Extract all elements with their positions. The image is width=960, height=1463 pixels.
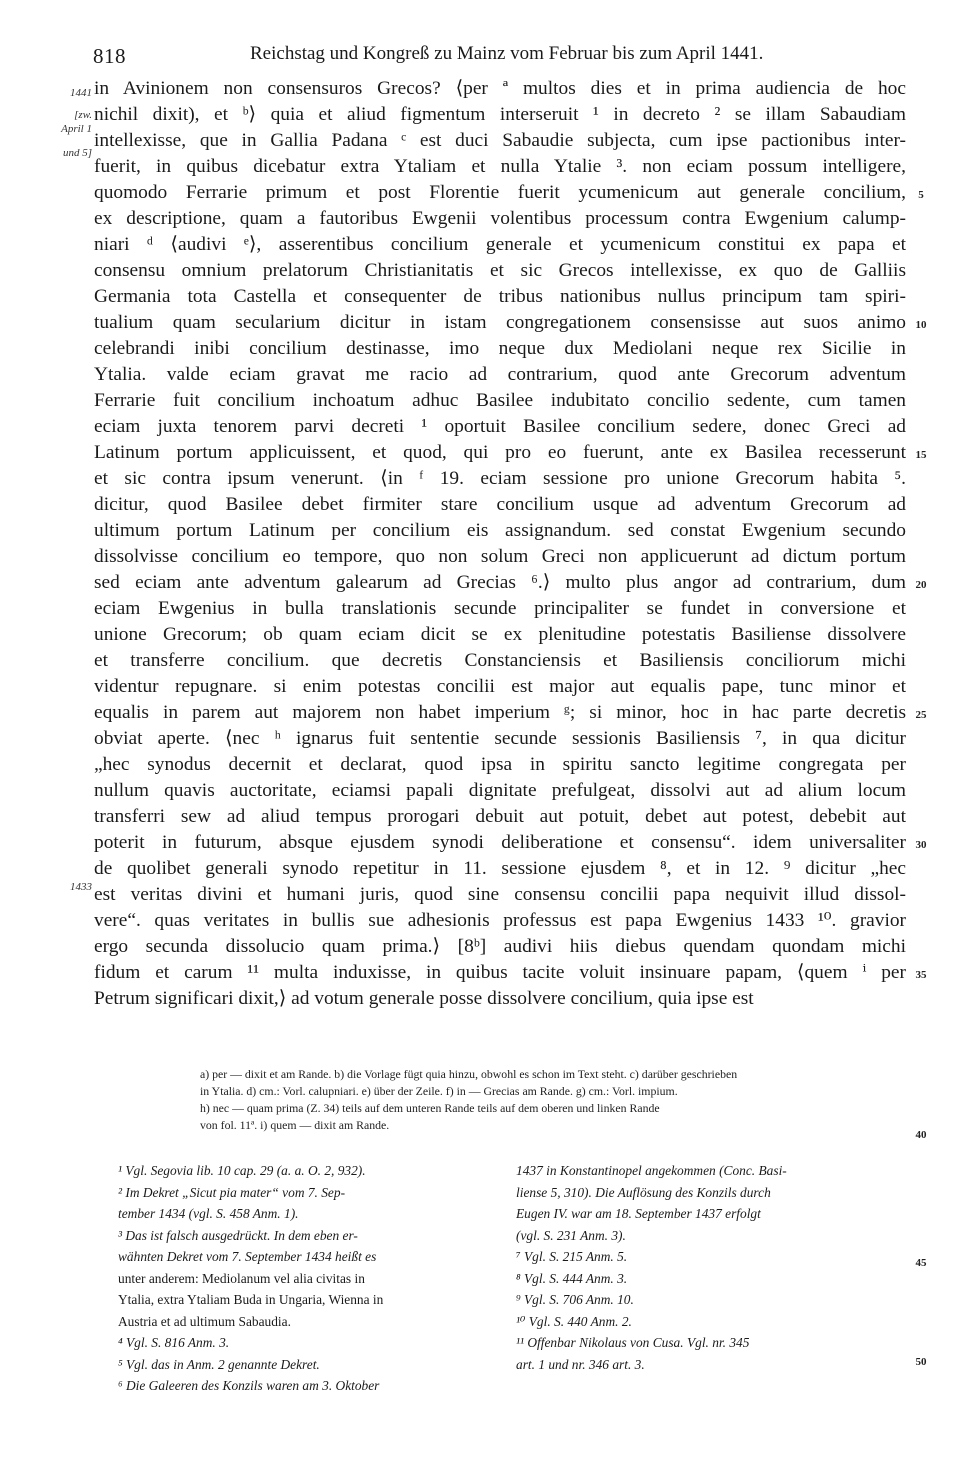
text-line: unione Grecorum; ob quam eciam dicit se ex plenitudine potestatis Basiliense dissolvere	[94, 624, 906, 645]
text-line: et sic contra ipsum venerunt. ⟨in ᶠ 19. eciam sessione pro unione Grecorum habita ⁵.	[94, 468, 906, 489]
footnote-line: Ytalia, extra Ytaliam Buda in Ungaria, Wienna in	[118, 1292, 384, 1307]
footnote-line: art. 1 und nr. 346 art. 3.	[516, 1356, 645, 1372]
footnote-line: ⁹ Vgl. S. 706 Anm. 10.	[516, 1292, 634, 1307]
footnote-line: ⁷ Vgl. S. 215 Anm. 5.	[516, 1249, 628, 1264]
running-title: Reichstag und Kongreß zu Mainz vom Februar bis zum April 1441.	[250, 43, 764, 64]
apparatus-line: a) per — dixit et am Rande. b) die Vorlage fügt quia hinzu, obwohl es schon im Text steht. c) darüber geschrieben	[200, 1067, 738, 1081]
footnote-line: ³ Das ist falsch ausgedrückt. In dem eben er-	[118, 1227, 358, 1243]
text-line: celebrandi inibi concilium destinasse, imo neque dux Mediolani neque rex Sicilie in	[94, 338, 906, 359]
footnote-line: 1437 in Konstantinopel angekommen (Conc. Basi-	[516, 1163, 787, 1178]
text-line: et transferre concilium. que decretis Constanciensis et Basiliensis conciliorum michi	[94, 650, 906, 671]
text-line: intellexisse, que in Gallia Padana ᶜ est duci Sabaudie subjecta, cum ipse pactionibus inter-	[94, 130, 906, 151]
margin-date-note: und 5]	[62, 147, 92, 159]
main-text	[94, 76, 906, 1012]
text-line: dissolvisse concilium eo tempore, quo non solum Greci non applicuerunt ad dictum portum	[94, 546, 906, 567]
footnote-line: Austria et ad ultimum Sabaudia.	[118, 1313, 291, 1329]
text-line: fuerit, in quibus dicebatur extra Ytaliam et nulla Ytalie ³. non eciam possum intelligere,	[94, 156, 906, 177]
text-line: quomodo Ferrarie primum et post Florentie fuerit ycumenicum aut generale concilium,	[94, 182, 906, 203]
text-line: est veritas divini et humani juris, quod sine consensu concilii papa nequivit illud dissol-	[94, 884, 906, 905]
footnote-line: Eugen IV. war am 18. September 1437 erfolgt	[516, 1206, 761, 1221]
text-line: equalis in parem aut majorem non habet imperium ᵍ; si minor, hoc in hac parte decretis	[94, 702, 906, 723]
text-line: Latinum portum applicuissent, et quod, qui pro eo fuerunt, ante ex Basilea recesserunt	[94, 442, 906, 463]
apparatus-line: von fol. 11ª. i) quem — dixit am Rande.	[200, 1118, 390, 1132]
footnote-line: ⁴ Vgl. S. 816 Anm. 3.	[118, 1335, 230, 1350]
text-line: dicitur, quod Basilee debet firmiter stare concilium usque ad adventum Grecorum ad	[94, 494, 906, 515]
text-line: ex descriptione, quam a fautoribus Ewgenii volentibus processum contra Ewgenium calump-	[94, 208, 906, 229]
line-number: 50	[915, 1356, 927, 1368]
margin-date-note: April 1	[61, 123, 92, 135]
page-number: 818	[93, 44, 126, 68]
footnote-line: liense 5, 310). Die Auflösung des Konzils durch	[516, 1184, 771, 1200]
text-line: de quolibet generali synodo repetitur in 11. sessione ejusdem ⁸, et in 12. ⁹ dicitur „hec	[94, 858, 906, 879]
text-line: niari ᵈ ⟨audivi ᵉ⟩, asserentibus concilium generale et ycumenicum constitui ex papa et	[94, 234, 906, 255]
critical-apparatus	[200, 1066, 912, 1134]
text-line: Ytalia. valde eciam gravat me racio ad contrarium, quod ante Grecorum adventum	[94, 364, 906, 385]
footnote-line: ⁸ Vgl. S. 444 Anm. 3.	[516, 1270, 628, 1286]
footnote-line: ¹⁰ Vgl. S. 440 Anm. 2.	[516, 1313, 632, 1329]
line-number: 5	[918, 189, 924, 201]
line-number: 20	[915, 579, 927, 591]
line-number: 15	[915, 449, 927, 461]
footnote-line: ¹¹ Offenbar Nikolaus von Cusa. Vgl. nr. 345	[516, 1335, 750, 1350]
line-number: 10	[915, 319, 927, 331]
text-line: vere“. quas veritates in bullis sue adhesionis professus est papa Ewgenius 1433 ¹⁰. gravior	[94, 910, 906, 931]
line-number: 35	[915, 969, 927, 981]
footnote-line: tember 1434 (vgl. S. 458 Anm. 1).	[118, 1206, 299, 1221]
text-line: nichil dixit), et ᵇ⟩ quia et aliud figmentum interseruit ¹ in decreto ² se illam Sabaudiam	[94, 104, 906, 125]
text-line: ergo secunda dissolucio quam prima.⟩ [8ᵇ] audivi hiis diebus quendam quondam michi	[94, 936, 906, 957]
footnote-line: (vgl. S. 231 Anm. 3).	[516, 1227, 626, 1243]
text-line: transferri sew ad aliud tempus prorogari debuit aut potuit, debet aut potest, debebit aut	[94, 806, 906, 827]
text-line: videntur repugnare. si enim potestas concilii est major aut equalis pape, tunc minor et	[94, 676, 906, 697]
line-number: 45	[915, 1257, 927, 1269]
line-number: 40	[915, 1129, 927, 1141]
text-line: ultimum portum Latinum per concilium eis assignandum. sed constat Ewgenium secundo	[94, 520, 906, 541]
text-line: tualium quam secularium dicitur in istam congregationem consensisse aut suos animo	[94, 312, 906, 333]
footnotes-right-column	[516, 1160, 910, 1375]
text-line: Germania tota Castella et consequenter de tribus nationibus nullus principum tam spiri-	[94, 286, 906, 307]
text-line: eciam juxta tenorem parvi decreti ¹ oportuit Basilee concilium sedere, donec Greci ad	[94, 416, 906, 437]
text-line: eciam Ewgenius in bulla translationis secunde principaliter se fundet in conversione et	[94, 598, 906, 619]
footnote-line: unter anderem: Mediolanum vel alia civitas in	[118, 1270, 365, 1286]
margin-date-note: 1433	[70, 881, 92, 893]
text-line: fidum et carum ¹¹ multa induxisse, in quibus tacite voluit insinuare papam, ⟨quem ⁱ per	[94, 962, 906, 983]
apparatus-line: h) nec — quam prima (Z. 34) teils auf dem unteren Rande teils auf dem oberen und linken Rande	[200, 1101, 660, 1115]
footnote-line: ² Im Dekret „Sicut pia mater“ vom 7. Sep-	[118, 1184, 346, 1200]
text-line: Petrum significari dixit,⟩ ad votum generale posse dissolvere concilium, quia ipse est	[94, 988, 754, 1009]
footnote-line: wähnten Dekret vom 7. September 1434 heißt es	[118, 1249, 377, 1264]
footnote-line: ⁵ Vgl. das in Anm. 2 genannte Dekret.	[118, 1356, 320, 1372]
margin-date-note: [zw.	[74, 109, 92, 121]
text-line: poterit in futurum, absque ejusdem synodi deliberatione et consensu“. idem universaliter	[94, 832, 906, 853]
line-number: 30	[915, 839, 927, 851]
text-line: consensu omnium prelatorum Christianitatis et sic Grecos intellexisse, ex quo de Galliis	[94, 260, 906, 281]
text-line: „hec synodus decernit et declarat, quod ipsa in spiritu sancto legitime congregata per	[94, 754, 906, 775]
footnote-line: ⁶ Die Galeeren des Konzils waren am 3. Oktober	[118, 1378, 380, 1393]
margin-date-note: 1441	[70, 87, 92, 99]
line-number: 25	[915, 709, 927, 721]
text-line: nullum quavis auctoritate, eciamsi papali dignitate prefulgeat, dissolvi aut ad alium locum	[94, 780, 906, 801]
text-line: obviat aperte. ⟨nec ʰ ignarus fuit sententie secunde sessionis Basiliensis ⁷, in qua dicitur	[94, 728, 906, 749]
apparatus-line: in Ytalia. d) cm.: Vorl. calupniari. e) über der Zeile. f) in — Grecias am Rande. g) cm.: Vorl. impium.	[200, 1084, 678, 1098]
text-line: in Avinionem non consensuros Grecos? ⟨per ª multos dies et in prima audiencia de hoc	[94, 78, 906, 99]
footnotes-left-column	[118, 1160, 496, 1397]
footnote-line: ¹ Vgl. Segovia lib. 10 cap. 29 (a. a. O. 2, 932).	[118, 1163, 366, 1178]
text-line: sed eciam ante adventum galearum ad Grecias ⁶.⟩ multo plus angor ad contrarium, dum	[94, 572, 906, 593]
text-line: Ferrarie fuit concilium inchoatum adhuc Basilee indubitato concilio sedente, cum tamen	[94, 390, 906, 411]
